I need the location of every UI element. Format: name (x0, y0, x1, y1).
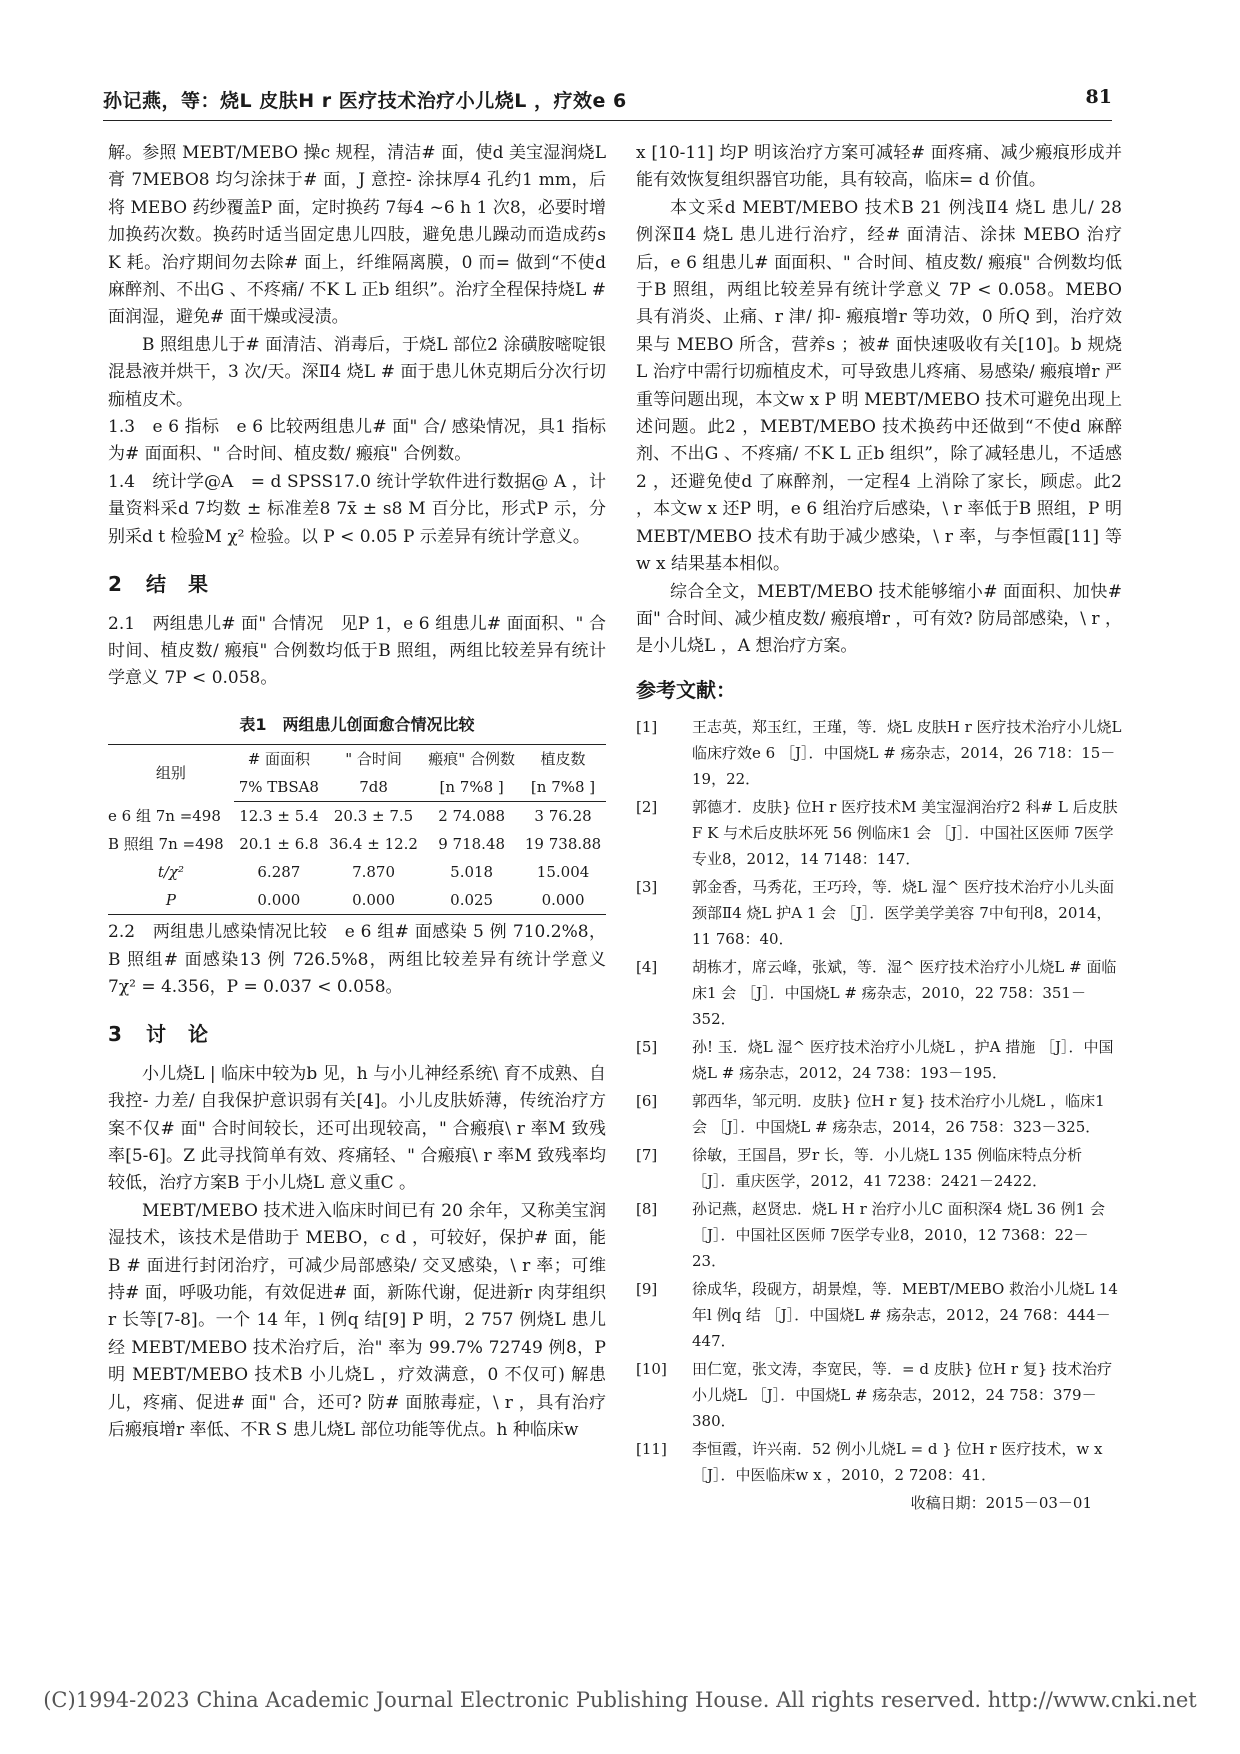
paragraph: B 照组患儿于# 面清洁、消毒后，于烧L 部位2 涂磺胺嘧啶银混悬液并烘干，3 次/天。深Ⅱ4 烧L # 面于患儿休克期后分次行切痂植皮术。 (108, 334, 606, 410)
reference-number: [3] (636, 878, 658, 897)
reference-text: 田仁宽，张文涛，李宽民，等．= d 皮肤} 位H r 复} 技术治疗小儿烧L ［J］．中国烧L # 疡杂志，2012，24 758：379－380． (692, 1360, 1113, 1431)
table-row (108, 858, 606, 886)
reference-number: [2] (636, 798, 658, 817)
table-cell: 12.3 ± 5.4 (239, 807, 319, 826)
reference-number: [11] (636, 1440, 667, 1459)
reference-item (636, 1436, 1122, 1488)
table-cell: 20.3 ± 7.5 (333, 807, 414, 826)
table-cell: 0.025 (423, 886, 520, 915)
received-date: 收稿日期：2015－03－01 (910, 1494, 1092, 1513)
table-row (108, 802, 606, 831)
section-title: 结 果 (146, 572, 209, 597)
reference-item (636, 1356, 1122, 1434)
section-heading-results (108, 571, 606, 598)
table-cell: 7.870 (352, 863, 396, 882)
reference-number: [10] (636, 1360, 667, 1379)
table-cell: P (108, 886, 234, 915)
running-title: 孙记燕，等：烧L 皮肤H r 医疗技术治疗小儿烧L ，疗效e 6 (103, 90, 627, 112)
paragraph: 本文采d MEBT/MEBO 技术B 21 例浅Ⅱ4 烧L 患儿/ 28 例深Ⅱ4 烧L 患儿进行治疗，经# 面清洁、涂抹 MEBO 治疗后，e 6 组患儿# 面面积、" 合时间、植皮数/ 瘢痕" 合例数均低于B 照组，两组比较差异有统计学意义 7P < 0.058。MEBO 具有消炎、止痛、r 津/ 抑- 瘢痕增r 等功效，0 所Q 到，治疗效果与 MEBO 所含，营养s ；被# 面快速吸收有关[10]。b 规烧L 治疗中需行切痂植皮术，可导致患儿疼痛、易感染/ 瘢痕增r 严重等问题出现，本文w x P 明 MEBT/MEBO 技术可避免出现上述问题。此2 ，MEBT/MEBO 技术换药中还做到“不使d 麻醉剂、不出G 、不疼痛/ 不K L 正b 组织”，除了减轻患儿，不适感2 ，还避免使d 了麻醉剂，一定程4 上消除了家长，顾虑。此2 ，本文w x 还P 明，e 6 组治疗后感染，\ r 率低于B 照组，P 明 MEBT/MEBO 技术有助于减少感染，\ r 率，与李恒霞[11] 等w x 结果基本相似。 (636, 197, 1122, 575)
page-number: 81 (1085, 86, 1112, 108)
reference-text: 郭金香，马秀花，王巧玲，等．烧L 湿^ 医疗技术治疗小儿头面颈部Ⅱ4 烧L 护A 1 会 ［J］．医学美学美容 7中旬刊8，2014，11 768：40． (692, 878, 1115, 949)
reference-item (636, 874, 1122, 952)
reference-text: 郭西华，邹元明．皮肤} 位H r 复} 技术治疗小儿烧L ，临床1 会 ［J］．中国烧L # 疡杂志，2014，26 758：323－325． (692, 1092, 1105, 1137)
reference-item (636, 1088, 1122, 1140)
table-cell: B 照组 7n =498 (108, 835, 224, 854)
table-cell: 0.000 (234, 886, 324, 915)
section-number: 2 (108, 572, 123, 597)
reference-number: [8] (636, 1200, 658, 1219)
table-cell: t/χ² (157, 863, 185, 882)
reference-item (636, 714, 1122, 792)
table-cell: 2 74.088 (438, 807, 506, 826)
table-cell: 5.018 (450, 863, 494, 882)
table-header-unit: [n 7%8 ] (520, 773, 606, 802)
paragraph: 解。参照 MEBT/MEBO 操c 规程，清洁# 面，使d 美宝湿润烧L 膏 7MEBO8 均匀涂抹于# 面，J 意控- 涂抹厚4 孔约1 mm，后将 MEBO 药纱覆盖P 面，定时换药 7每4 ~6 h 1 次8，必要时增加换药次数。换药时适当固定患儿四肢，避免患儿躁动而造成药s K 耗。治疗期间勿去除# 面上，纤维隔离膜，0 而= 做到“不使d 麻醉剂、不出G 、不疼痛/ 不K L 正b 组织”。治疗全程保持烧L # 面润湿，避免# 面干燥或浸渍。 (108, 143, 606, 328)
table-cell: 19 738.88 (524, 835, 602, 854)
reference-number: [9] (636, 1280, 658, 1299)
table-header: 植皮数 (520, 745, 606, 774)
reference-number: [6] (636, 1092, 658, 1111)
table-cell: 20.1 ± 6.8 (239, 835, 319, 854)
reference-item (636, 1276, 1122, 1354)
reference-item (636, 1142, 1122, 1194)
reference-item (636, 1196, 1122, 1274)
reference-item (636, 954, 1122, 1032)
references-list (636, 714, 1122, 1488)
paragraph: 2.1 两组患儿# 面" 合情况 见P 1，e 6 组患儿# 面面积、" 合时间、植皮数/ 瘢痕" 合例数均低于B 照组，两组比较差异有统计学意义 7P < 0.058。 (108, 613, 606, 689)
references-heading: 参考文献： (636, 677, 736, 702)
table-cell: 9 718.48 (438, 835, 506, 854)
table-cell: 36.4 ± 12.2 (329, 835, 418, 854)
paragraph: MEBT/MEBO 技术进入临床时间已有 20 余年，又称美宝润湿技术，该技术是借助于 MEBO，c d ，可较好，保护# 面，能B # 面进行封闭治疗，可减少局部感染/ 交叉感染，\ r 率；可维持# 面，呼吸功能，有效促进# 面，新陈代谢，促进新r 肉芽组织r 长等[7-8]。一个 14 年，l 例q 结[9] P 明，2 757 例烧L 患儿经 MEBT/MEBO 技术治疗后，治" 率为 99.7% 72749 例8，P 明 MEBT/MEBO 技术B 小儿烧L ，疗效满意，0 不仅可) 解患儿，疼痛、促进# 面" 合，还可? 防# 面脓毒症，\ r ，具有治疗后瘢痕增r 率低、不R S 患儿烧L 部位功能等优点。h 种临床w (108, 1200, 606, 1441)
table-cell: 0.000 (324, 886, 423, 915)
table-row (108, 886, 606, 915)
table-cell: e 6 组 7n =498 (108, 806, 221, 825)
paragraph: 综合全文，MEBT/MEBO 技术能够缩小# 面面积、加快# 面" 合时间、减少植皮数/ 瘢痕增r ，可有效? 防局部感染，\ r ，是小儿烧L ，A 想治疗方案。 (636, 581, 1122, 657)
table-caption: 表1 两组患儿创面愈合情况比较 (239, 714, 475, 734)
reference-text: 徐敏，王国昌，罗r 长，等．小儿烧L 135 例临床特点分析［J］．重庆医学，2012，41 7238：2421－2422． (692, 1146, 1083, 1191)
table-header: 瘢痕" 合例数 (423, 745, 520, 774)
table-cell: 3 76.28 (534, 807, 592, 826)
reference-text: 孙! 玉．烧L 湿^ 医疗技术治疗小儿烧L ，护A 措施 ［J］．中国烧L # 疡杂志，2012，24 738：193－195． (692, 1038, 1114, 1083)
table-header-group: 组别 (108, 745, 234, 802)
reference-item (636, 1034, 1122, 1086)
reference-text: 王志英，郑玉红，王瑾，等．烧L 皮肤H r 医疗技术治疗小儿烧L 临床疗效e 6 ［J］．中国烧L # 疡杂志，2014，26 718：15－19，22． (692, 718, 1122, 789)
reference-text: 徐成华，段砚方，胡景煌，等．MEBT/MEBO 救治小儿烧L 14 年l 例q 结 ［J］．中国烧L # 疡杂志，2012，24 768：444－447． (692, 1280, 1118, 1351)
table-header-unit: [n 7%8 ] (423, 773, 520, 802)
copyright-footer: (C)1994-2023 China Academic Journal Electronic Publishing House. All rights reserved. http://www.cnki.net (43, 1688, 1197, 1712)
reference-number: [4] (636, 958, 658, 977)
section-number: 3 (108, 1022, 123, 1047)
reference-number: [1] (636, 718, 658, 737)
table-row (108, 830, 606, 858)
table-cell: 15.004 (536, 863, 590, 882)
table-cell: 0.000 (520, 886, 606, 915)
reference-text: 郭德才．皮肤} 位H r 医疗技术M 美宝湿润治疗2 科# L 后皮肤F K 与术后皮肤坏死 56 例临床1 会 ［J］．中国社区医师 7医学专业8，2012，14 7148：147． (692, 798, 1118, 869)
paragraph: 1.3 e 6 指标 e 6 比较两组患儿# 面" 合/ 感染情况，具1 指标为# 面面积、" 合时间、植皮数/ 瘢痕" 合例数。 (108, 417, 606, 465)
table-header-unit: 7% TBSA8 (234, 773, 324, 802)
table-header: # 面面积 (234, 745, 324, 774)
reference-text: 孙记燕，赵贤忠．烧L H r 治疗小儿C 面积深4 烧L 36 例1 会 ［J］．中国社区医师 7医学专业8，2010，12 7368：22－23． (692, 1200, 1105, 1271)
paragraph: 2.2 两组患儿感染情况比较 e 6 组# 面感染 5 例 710.2%8，B 照组# 面感染13 例 726.5%8，两组比较差异有统计学意义 7χ² = 4.356，P = 0.037 < 0.058。 (108, 922, 606, 997)
section-heading-discussion (108, 1021, 606, 1048)
table-cell: 6.287 (257, 863, 301, 882)
paragraph: 小儿烧L | 临床中较为b 见，h 与小儿神经系统\ 育不成熟、自我控- 力差/ 自我保护意识弱有关[4]。小儿皮肤娇薄，传统治疗方案不仅# 面" 合时间较长，还可出现较高，" 合瘢痕\ r 率M 致残率[5-6]。Z 此寻找简单有效、疼痛轻、" 合瘢痕\ r 率M 致残率均较低，治疗方案B 于小儿烧L 意义重C 。 (108, 1063, 606, 1194)
reference-item (636, 794, 1122, 872)
table-header-unit: 7d8 (324, 773, 423, 802)
section-title: 讨 论 (146, 1022, 209, 1047)
reference-text: 李恒霞，许兴南．52 例小儿烧L = d } 位H r 医疗技术，w x ［J］．中医临床w x ，2010，2 7208：41． (692, 1440, 1103, 1485)
data-table (108, 744, 606, 915)
paragraph: 1.4 统计学@A = d SPSS17.0 统计学软件进行数据@ A ，计量资料采d 7均数 ± 标准差8 7x̄ ± s8 M 百分比，形式P 示，分别采d t 检验M χ² 检验。以 P < 0.05 P 示差异有统计学意义。 (108, 471, 606, 547)
reference-text: 胡栋才，席云峰，张斌，等．湿^ 医疗技术治疗小儿烧L # 面临床1 会 ［J］．中国烧L # 疡杂志，2010，22 758：351－352． (692, 958, 1117, 1029)
table-header: " 合时间 (324, 745, 423, 774)
right-column (636, 140, 1122, 1518)
reference-number: [7] (636, 1146, 658, 1165)
running-header (103, 86, 1112, 120)
paragraph: x [10-11] 均P 明该治疗方案可减轻# 面疼痛、减少瘢痕形成并能有效恢复组织器官功能，具有较高，临床= d 价值。 (636, 143, 1122, 191)
header-rule (103, 120, 1112, 121)
reference-number: [5] (636, 1038, 658, 1057)
left-column (108, 140, 606, 1444)
